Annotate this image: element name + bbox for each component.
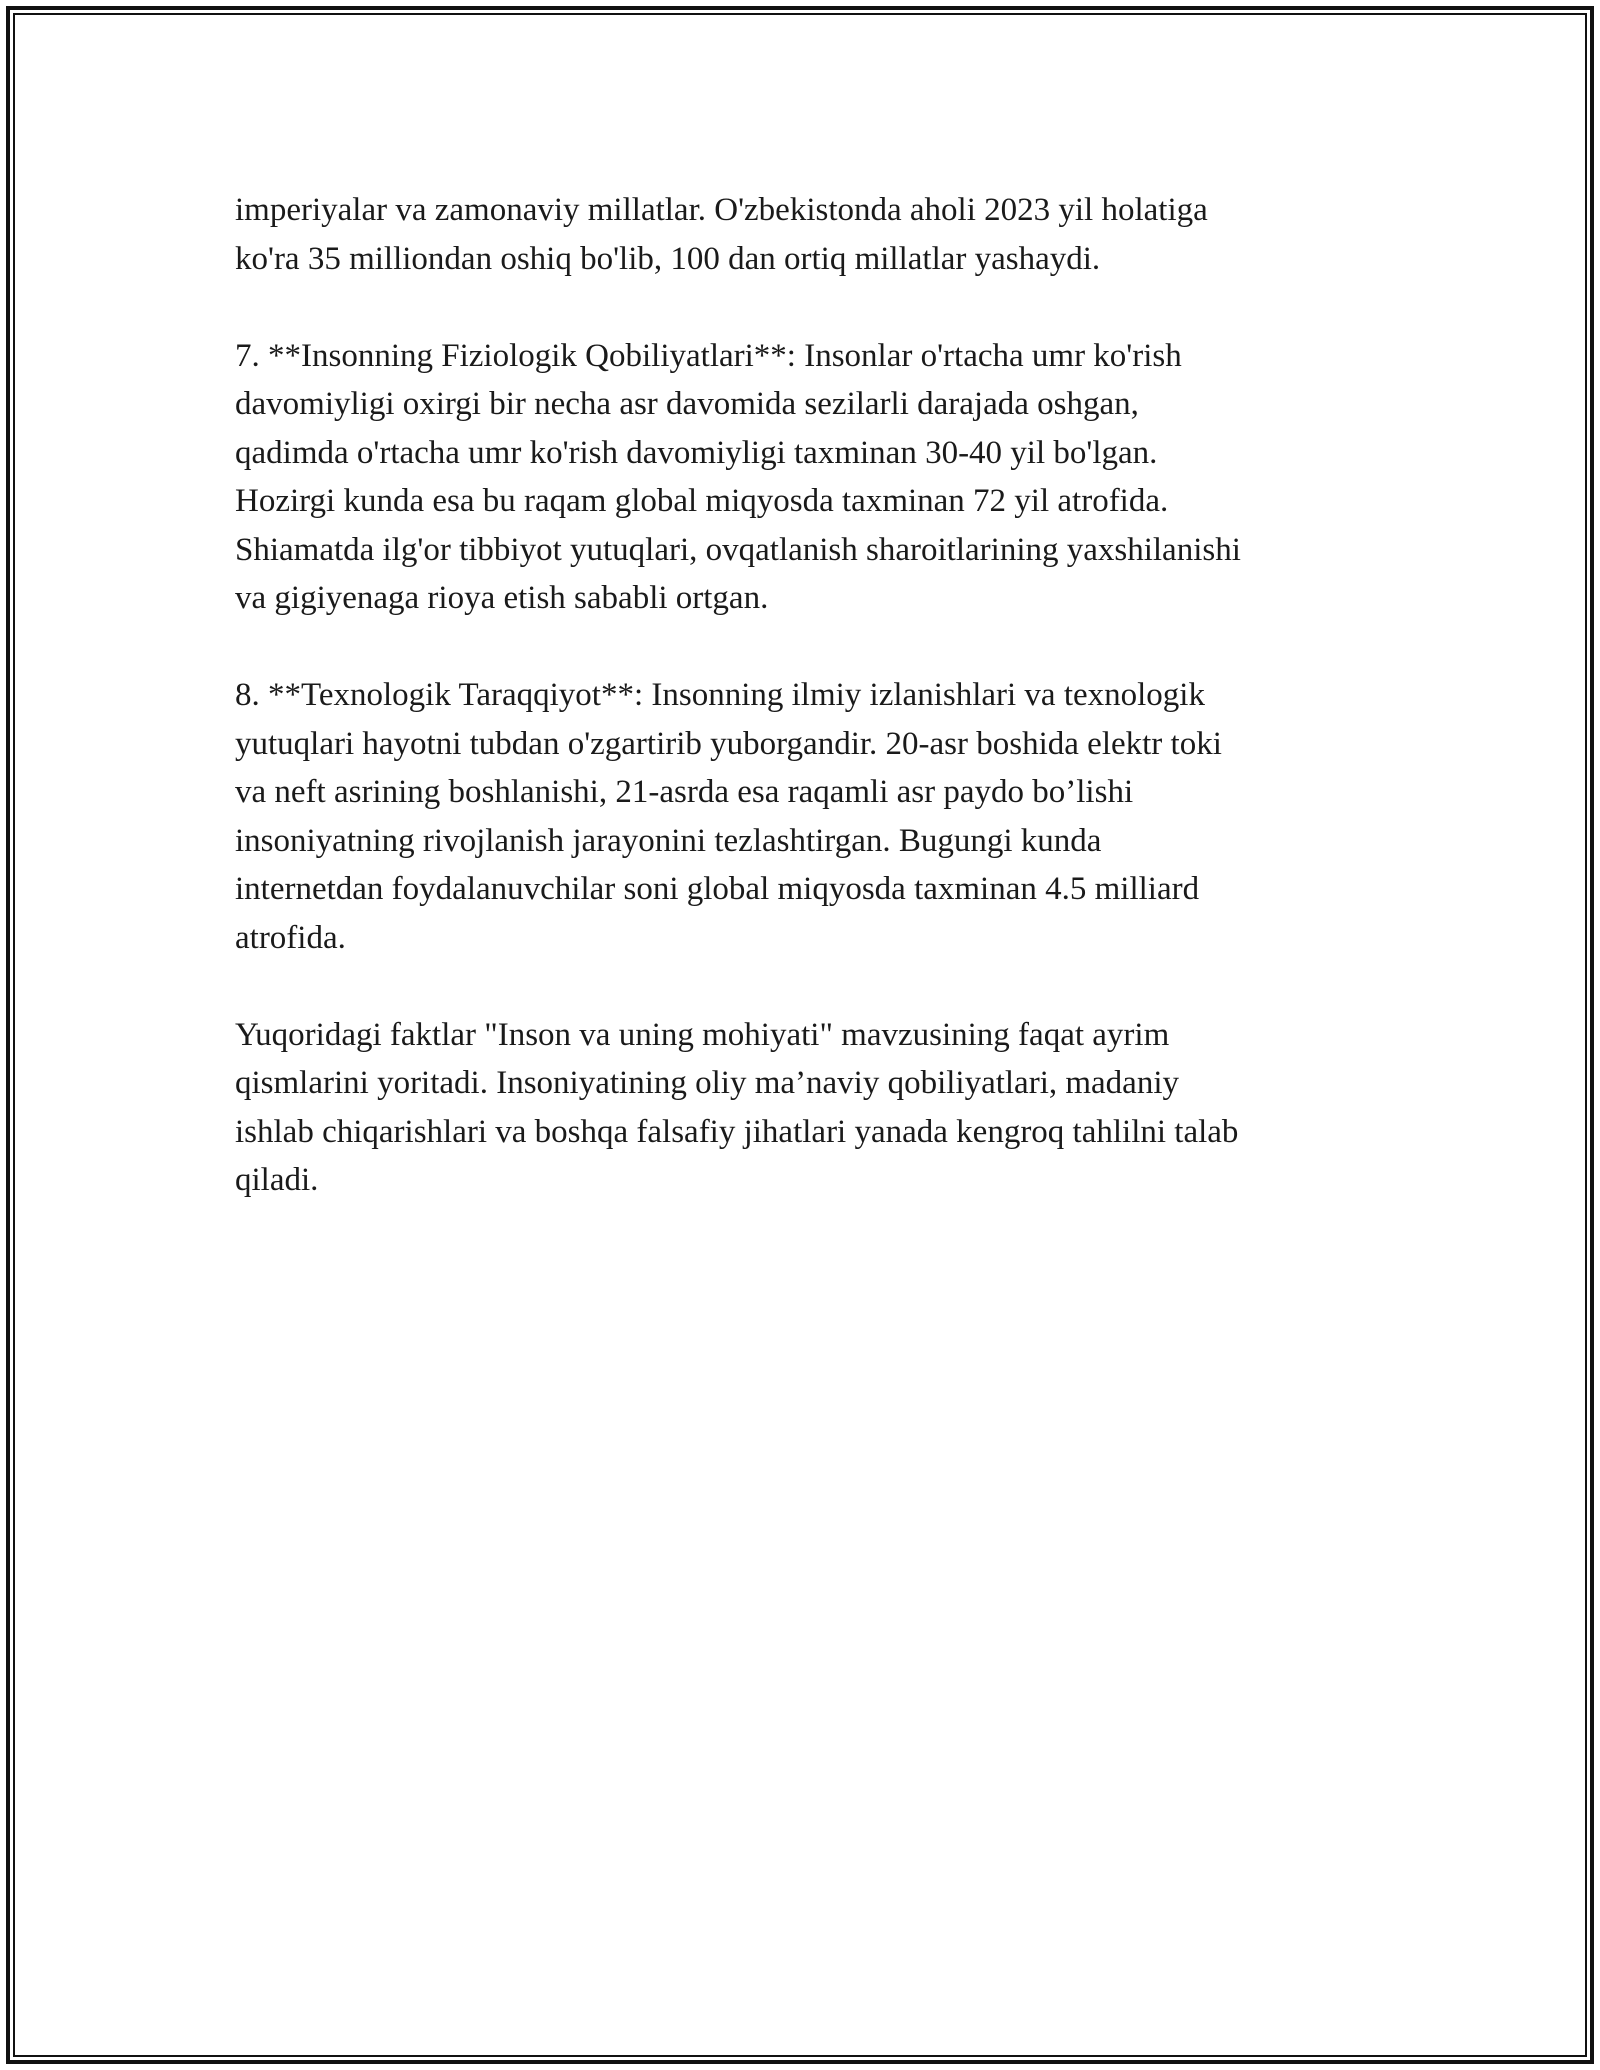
text-line: ko'ra 35 milliondan oshiq bo'lib, 100 dan ortiq millatlar yashaydi. (235, 240, 1101, 277)
text-line: 8. **Texnologik Taraqqiyot**: Insonning ilmiy izlanishlari va texnologik (235, 677, 1205, 713)
text-line: qiladi. (235, 1162, 319, 1198)
text-line: imperiyalar va zamonaviy millatlar. O'zbekistonda aholi 2023 yil holatiga (235, 192, 1208, 228)
text-line: qadimda o'rtacha umr ko'rish davomiyligi taxminan 30-40 yil bo'lgan. (235, 434, 1158, 471)
document-body (235, 186, 1380, 1253)
paragraph-conclusion (235, 1011, 1380, 1205)
text-line: va neft asrining boshlanishi, 21-asrda esa raqamli asr paydo bo’lishi (235, 774, 1134, 810)
text-line: insoniyatning rivojlanish jarayonini tezlashtirgan. Bugungi kunda (235, 822, 1102, 859)
text-line: qismlarini yoritadi. Insoniyatining oliy ma’naviy qobiliyatlari, madaniy (235, 1065, 1179, 1101)
text-line: va gigiyenaga rioya etish sababli ortgan. (235, 580, 769, 616)
text-line: yutuqlari hayotni tubdan o'zgartirib yuborgandir. 20-asr boshida elektr toki (235, 725, 1222, 762)
text-line: Yuqoridagi faktlar "Inson va uning mohiyati" mavzusining faqat ayrim (235, 1016, 1170, 1053)
text-line: ishlab chiqarishlari va boshqa falsafiy jihatlari yanada kengroq tahlilni talab (235, 1113, 1239, 1150)
text-line: internetdan foydalanuvchilar soni global miqyosda taxminan 4.5 milliard (235, 871, 1200, 907)
text-line: davomiyligi oxirgi bir necha asr davomida sezilarli darajada oshgan, (235, 386, 1139, 422)
paragraph-population (235, 186, 1380, 283)
text-line: Shiamatda ilg'or tibbiyot yutuqlari, ovqatlanish sharoitlarining yaxshilanishi (235, 531, 1241, 568)
paragraph-technological-progress (235, 671, 1380, 962)
text-line: atrofida. (235, 919, 346, 956)
paragraph-physiological-abilities (235, 332, 1380, 623)
text-line: Hozirgi kunda esa bu raqam global miqyosda taxminan 72 yil atrofida. (235, 483, 1169, 519)
text-line: 7. **Insonning Fiziologik Qobiliyatlari**: Insonlar o'rtacha umr ko'rish (235, 337, 1182, 374)
